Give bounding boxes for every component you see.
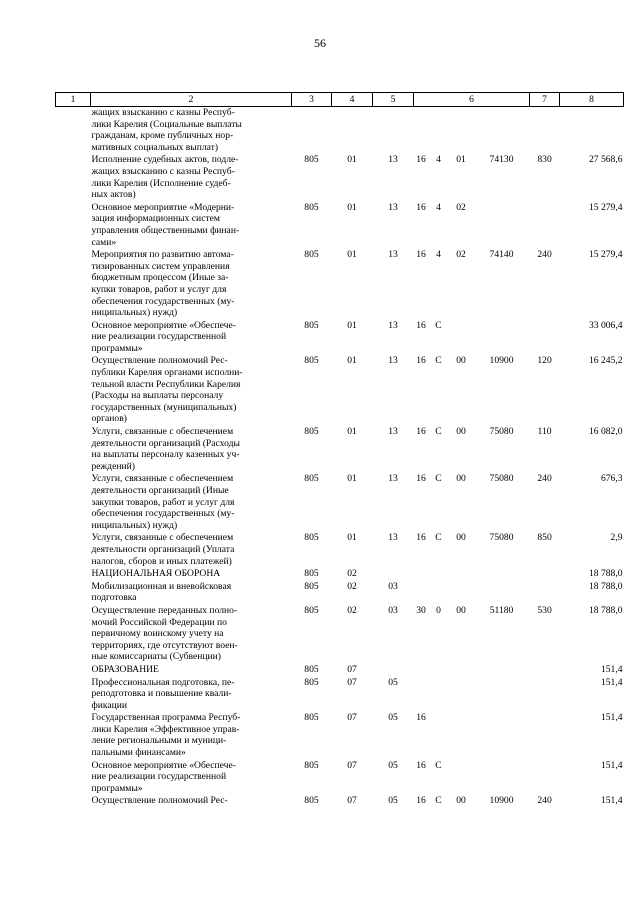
row-program-part-2: 4 — [436, 201, 441, 213]
column-header-7: 7 — [530, 93, 560, 107]
row-code-7 — [530, 677, 560, 713]
row-code-4: 01 — [347, 355, 357, 367]
row-program-part-3 — [449, 677, 474, 713]
page-number: 56 — [314, 36, 326, 50]
table-row — [56, 426, 624, 473]
row-amount: 151,4 — [600, 676, 623, 688]
row-program-part-4 — [474, 712, 530, 759]
row-name: Основное мероприятие «Модерни- зация информационных систем управления общественными финан- сами» — [91, 201, 240, 248]
row-program-part-4: 74140 — [489, 249, 514, 261]
row-name: жащих взысканию с казны Респуб- лики Карелия (Социальные выплаты гражданам, кроме публичных нор- мативных социальных выплат) — [91, 107, 242, 153]
row-program-part-1: 16 — [416, 355, 426, 367]
row-program-part-3: 00 — [456, 795, 466, 807]
row-code-7: 240 — [537, 473, 552, 485]
row-program-part-2: 4 — [436, 154, 441, 166]
row-code-7: 530 — [537, 604, 552, 616]
row-program-part-2 — [429, 677, 449, 713]
row-program-part-4: 75080 — [489, 532, 514, 544]
row-code-5 — [373, 664, 414, 677]
table-row — [56, 712, 624, 759]
row-empty-cell — [56, 760, 91, 796]
row-code-3: 805 — [304, 201, 319, 213]
row-code-7 — [530, 581, 560, 605]
row-program-part-4 — [474, 664, 530, 677]
row-amount: 151,4 — [600, 795, 623, 807]
row-name: Осуществление переданных полно- мочий Российской Федерации по первичному воинскому учету на территориях, где отсутствуют воен- ные комиссариаты (Субвенции) — [91, 604, 238, 663]
row-empty-cell — [56, 605, 91, 664]
row-code-7 — [530, 320, 560, 356]
row-code-7: 120 — [537, 355, 552, 367]
row-code-5 — [373, 568, 414, 581]
row-program-part-4 — [474, 581, 530, 605]
row-empty-cell — [56, 664, 91, 677]
row-program-part-1: 16 — [416, 532, 426, 544]
row-code-5: 13 — [388, 532, 398, 544]
row-program-part-1: 16 — [416, 759, 426, 771]
row-name: Государственная программа Респуб- лики Карелия «Эффективное управ- ление региональными и муници- пальными финансами» — [91, 712, 241, 759]
row-code-4: 07 — [347, 795, 357, 807]
row-code-3: 805 — [304, 249, 319, 261]
row-program-part-3: 02 — [456, 249, 466, 261]
budget-table — [55, 92, 624, 808]
row-program-part-2: С — [435, 319, 442, 331]
row-empty-cell — [56, 107, 91, 155]
row-code-3: 805 — [304, 795, 319, 807]
row-amount — [560, 107, 624, 155]
row-amount: 676,3 — [600, 473, 623, 485]
row-amount: 18 788,0 — [588, 580, 623, 592]
row-program-part-1 — [414, 568, 429, 581]
row-program-part-2: С — [435, 532, 442, 544]
row-empty-cell — [56, 426, 91, 473]
row-code-4: 01 — [347, 249, 357, 261]
row-code-5: 13 — [388, 319, 398, 331]
row-code-4: 07 — [347, 759, 357, 771]
row-amount: 16 082,0 — [588, 426, 623, 438]
column-header-1: 1 — [56, 93, 91, 107]
row-code-5: 13 — [388, 249, 398, 261]
row-code-3: 805 — [304, 532, 319, 544]
row-code-4: 01 — [347, 473, 357, 485]
row-program-part-3: 00 — [456, 473, 466, 485]
row-code-5: 03 — [388, 604, 398, 616]
row-code-4: 07 — [347, 663, 357, 675]
table-row — [56, 605, 624, 664]
row-code-5: 05 — [388, 759, 398, 771]
row-empty-cell — [56, 473, 91, 532]
table-row — [56, 795, 624, 808]
row-program-part-2: 4 — [436, 249, 441, 261]
row-program-part-2: С — [435, 473, 442, 485]
row-empty-cell — [56, 249, 91, 320]
row-code-5: 13 — [388, 355, 398, 367]
row-name: Услуги, связанные с обеспечением деятельности организаций (Уплата налогов, сборов и иных платежей) — [91, 532, 235, 567]
row-program-part-3: 00 — [456, 532, 466, 544]
row-code-7 — [530, 107, 560, 155]
row-name: Исполнение судебных актов, подле- жащих взысканию с казны Респуб- лики Карелия (Исполнение судеб- ных актов) — [91, 154, 239, 201]
row-empty-cell — [56, 677, 91, 713]
row-program-part-1: 30 — [416, 604, 426, 616]
row-program-part-1 — [414, 677, 429, 713]
table-row — [56, 320, 624, 356]
row-code-5: 13 — [388, 201, 398, 213]
row-code-5: 05 — [388, 676, 398, 688]
row-code-5: 05 — [388, 712, 398, 724]
row-program-part-3: 00 — [456, 604, 466, 616]
row-code-7: 110 — [537, 426, 552, 438]
row-amount: 151,4 — [600, 759, 623, 771]
row-program-part-3 — [449, 760, 474, 796]
row-code-7 — [530, 760, 560, 796]
row-code-7 — [530, 664, 560, 677]
row-program-part-2: 0 — [436, 604, 441, 616]
row-code-3: 805 — [304, 604, 319, 616]
row-empty-cell — [56, 355, 91, 426]
row-name: Мобилизационная и вневойсковая подготовка — [91, 580, 232, 604]
row-amount: 2,9 — [610, 532, 623, 544]
column-header-2: 2 — [91, 93, 292, 107]
table-row — [56, 249, 624, 320]
row-program-part-4: 10900 — [489, 795, 514, 807]
row-empty-cell — [56, 568, 91, 581]
row-program-part-4 — [474, 760, 530, 796]
row-name: ОБРАЗОВАНИЕ — [91, 663, 159, 675]
row-code-5: 03 — [388, 580, 398, 592]
row-program-part-2 — [429, 664, 449, 677]
row-code-3: 805 — [304, 712, 319, 724]
row-program-part-2 — [429, 107, 449, 155]
row-amount: 15 279,4 — [588, 249, 623, 261]
row-amount: 16 245,2 — [588, 355, 623, 367]
row-program-part-1: 16 — [416, 154, 426, 166]
row-program-part-4: 51180 — [489, 604, 514, 616]
row-program-part-1: 16 — [416, 712, 426, 724]
row-code-3: 805 — [304, 154, 319, 166]
row-program-part-4: 10900 — [489, 355, 514, 367]
row-amount: 18 788,0 — [588, 604, 623, 616]
row-program-part-4 — [474, 320, 530, 356]
row-code-7: 850 — [537, 532, 552, 544]
row-program-part-3 — [449, 568, 474, 581]
row-program-part-1: 16 — [416, 795, 426, 807]
row-code-4: 07 — [347, 676, 357, 688]
row-program-part-4 — [474, 202, 530, 249]
table-row — [56, 581, 624, 605]
table-row — [56, 760, 624, 796]
row-code-4: 01 — [347, 319, 357, 331]
row-program-part-1: 16 — [416, 426, 426, 438]
row-name: НАЦИОНАЛЬНАЯ ОБОРОНА — [91, 568, 221, 580]
row-code-4: 01 — [347, 154, 357, 166]
row-empty-cell — [56, 581, 91, 605]
row-code-3: 805 — [304, 426, 319, 438]
row-code-3: 805 — [304, 568, 319, 580]
row-program-part-4 — [474, 568, 530, 581]
row-code-7 — [530, 712, 560, 759]
table-row — [56, 532, 624, 568]
table-row — [56, 107, 624, 155]
column-header-3: 3 — [292, 93, 332, 107]
row-program-part-3: 02 — [456, 201, 466, 213]
row-program-part-1 — [414, 664, 429, 677]
row-program-part-4: 74130 — [489, 154, 514, 166]
row-program-part-3 — [449, 664, 474, 677]
row-name: Основное мероприятие «Обеспече- ние реализации государственной программы» — [91, 759, 236, 794]
row-code-4: 02 — [347, 604, 357, 616]
row-code-7: 830 — [537, 154, 552, 166]
row-empty-cell — [56, 320, 91, 356]
row-code-5 — [373, 107, 414, 155]
row-program-part-2 — [429, 712, 449, 759]
row-program-part-2: С — [435, 355, 442, 367]
row-code-3: 805 — [304, 676, 319, 688]
row-program-part-4 — [474, 677, 530, 713]
row-code-3: 805 — [304, 473, 319, 485]
row-code-4: 02 — [347, 568, 357, 580]
table-row — [56, 355, 624, 426]
table-row — [56, 568, 624, 581]
row-program-part-1: 16 — [416, 249, 426, 261]
row-code-5: 13 — [388, 473, 398, 485]
row-amount: 27 568,6 — [588, 154, 623, 166]
row-code-4: 02 — [347, 580, 357, 592]
row-code-7: 240 — [537, 795, 552, 807]
row-code-3: 805 — [304, 319, 319, 331]
row-code-5: 13 — [388, 426, 398, 438]
row-amount: 151,4 — [600, 712, 623, 724]
row-code-3: 805 — [304, 759, 319, 771]
row-program-part-1 — [414, 581, 429, 605]
row-name: Профессиональная подготовка, пе- реподготовка и повышение квали- фикации — [91, 676, 235, 711]
row-name: Осуществление полномочий Рес- — [91, 795, 228, 807]
row-program-part-2: С — [435, 426, 442, 438]
row-code-4: 01 — [347, 426, 357, 438]
row-program-part-1: 16 — [416, 473, 426, 485]
row-name: Осуществление полномочий Рес- публики Карелия органами исполни- тельной власти Республики Карелия (Расходы на выплаты персоналу государственных (муниципальных) органов) — [91, 355, 243, 425]
row-code-3: 805 — [304, 663, 319, 675]
column-header-5: 5 — [373, 93, 414, 107]
row-program-part-3: 01 — [456, 154, 466, 166]
row-code-7 — [530, 202, 560, 249]
row-program-part-1: 16 — [416, 319, 426, 331]
row-code-3: 805 — [304, 355, 319, 367]
row-code-3 — [292, 107, 332, 155]
row-program-part-4: 75080 — [489, 473, 514, 485]
row-code-3: 805 — [304, 580, 319, 592]
row-name: Услуги, связанные с обеспечением деятельности организаций (Иные закупки товаров, работ и услуг для обеспечения государственных (му- ниципальных) нужд) — [91, 473, 235, 531]
row-program-part-3 — [449, 320, 474, 356]
row-program-part-2 — [429, 568, 449, 581]
row-program-part-4 — [474, 107, 530, 155]
row-program-part-4: 75080 — [489, 426, 514, 438]
row-name: Основное мероприятие «Обеспече- ние реализации государственной программы» — [91, 319, 236, 354]
row-amount: 15 279,4 — [588, 201, 623, 213]
row-program-part-2: С — [435, 759, 442, 771]
row-amount: 18 788,0 — [588, 568, 623, 580]
row-empty-cell — [56, 532, 91, 568]
row-program-part-3: 00 — [456, 355, 466, 367]
row-code-4: 01 — [347, 201, 357, 213]
row-program-part-2: С — [435, 795, 442, 807]
row-program-part-3 — [449, 107, 474, 155]
table-row — [56, 664, 624, 677]
row-program-part-1: 16 — [416, 201, 426, 213]
row-empty-cell — [56, 795, 91, 808]
row-program-part-1 — [414, 107, 429, 155]
row-empty-cell — [56, 202, 91, 249]
row-code-5: 13 — [388, 154, 398, 166]
column-header-row — [56, 93, 624, 107]
table-row — [56, 473, 624, 532]
row-program-part-3 — [449, 712, 474, 759]
table-row — [56, 202, 624, 249]
row-code-4: 07 — [347, 712, 357, 724]
row-code-4: 01 — [347, 532, 357, 544]
row-empty-cell — [56, 712, 91, 759]
row-name: Услуги, связанные с обеспечением деятельности организаций (Расходы на выплаты персоналу казенных уч- реждений) — [91, 426, 240, 472]
row-program-part-2 — [429, 581, 449, 605]
row-code-5: 05 — [388, 795, 398, 807]
row-code-4 — [332, 107, 373, 155]
column-header-4: 4 — [332, 93, 373, 107]
table-row — [56, 677, 624, 713]
table-row — [56, 154, 624, 201]
row-code-7: 240 — [537, 249, 552, 261]
row-amount: 33 006,4 — [588, 319, 623, 331]
row-code-7 — [530, 568, 560, 581]
row-program-part-3 — [449, 581, 474, 605]
column-header-8: 8 — [560, 93, 624, 107]
row-name: Мероприятия по развитию автома- тизированных систем управления бюджетным процессом (Иные за- купки товаров, работ и услуг для обеспечения государственных (му- ниципальных) нужд) — [91, 249, 235, 319]
column-header-6: 6 — [414, 93, 530, 107]
table-body — [56, 107, 624, 809]
row-amount: 151,4 — [600, 663, 623, 675]
row-program-part-3: 00 — [456, 426, 466, 438]
row-empty-cell — [56, 154, 91, 201]
